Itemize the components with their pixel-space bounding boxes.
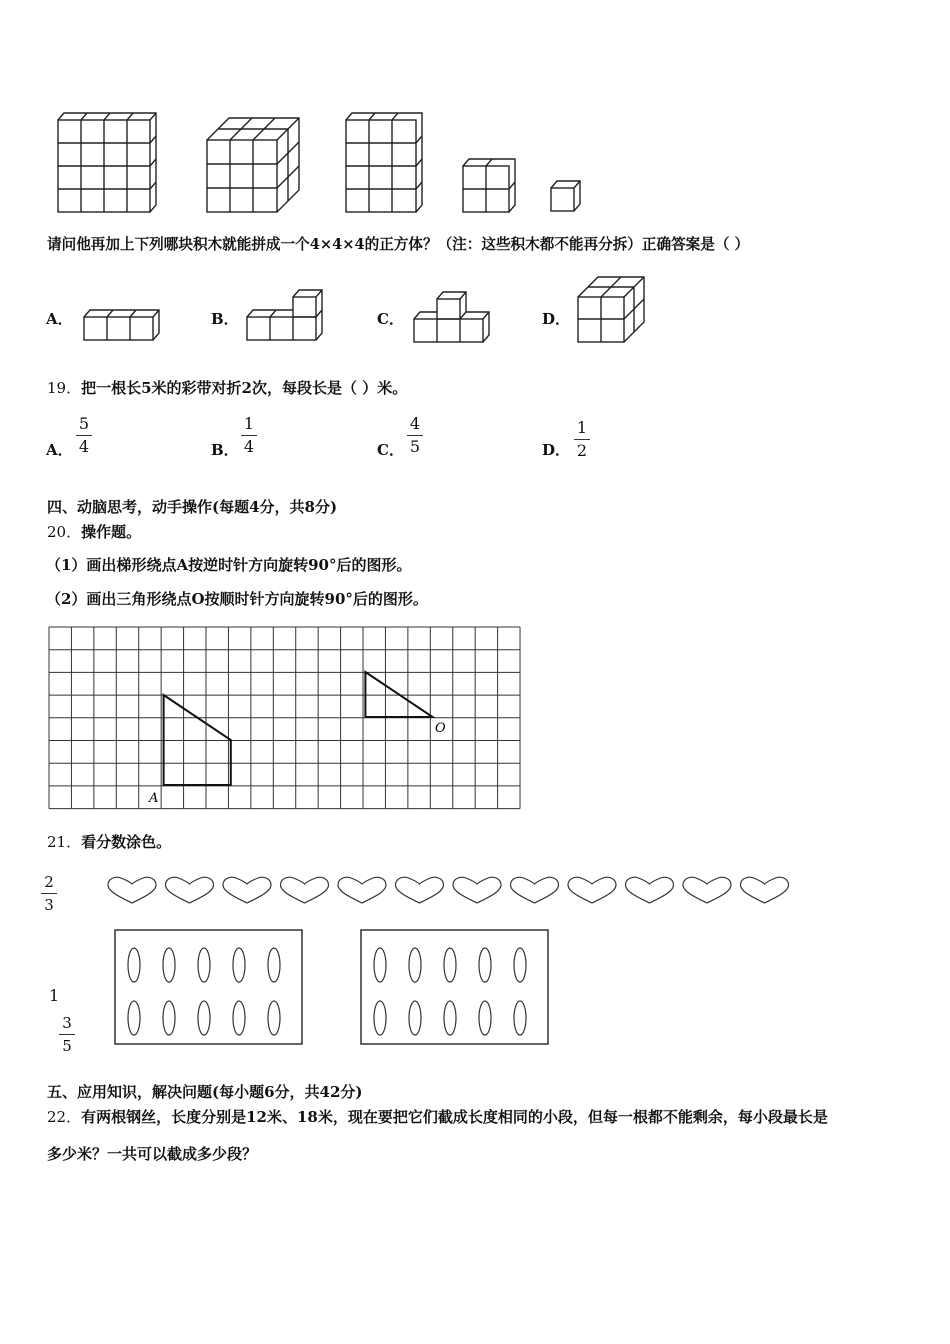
q18-option-c-blocks[interactable] <box>412 290 488 346</box>
q19-question-line <box>47 378 407 398</box>
oval-shape[interactable] <box>198 1001 210 1035</box>
fraction-denominator: 3 <box>44 896 54 914</box>
q19-option-b-label: B． <box>211 441 239 459</box>
oval-shape[interactable] <box>409 948 421 982</box>
fraction-denominator: 5 <box>409 437 421 456</box>
q21-whole-number: 1 <box>49 986 60 1005</box>
oval-shape[interactable] <box>163 1001 175 1035</box>
point-o-label: O <box>435 721 446 736</box>
oval-shape[interactable] <box>444 1001 456 1035</box>
q19-number: 19． <box>47 379 82 397</box>
fraction-bar <box>407 435 423 436</box>
heart-shape[interactable] <box>626 877 674 903</box>
oval-shape[interactable] <box>514 948 526 982</box>
q21-number: 21． <box>47 833 82 851</box>
oval-shape[interactable] <box>374 948 386 982</box>
q20-sub2: （2）画出三角形绕点O按顺时针方向旋转90°后的图形。 <box>46 590 428 608</box>
heart-shape[interactable] <box>453 877 501 903</box>
fraction-bar <box>574 439 590 440</box>
oval-shape[interactable] <box>374 1001 386 1035</box>
oval-shape[interactable] <box>233 948 245 982</box>
q20-title: 操作题。 <box>81 523 142 541</box>
q19-option-c-fraction[interactable] <box>405 414 425 457</box>
q22-line1 <box>47 1107 828 1127</box>
fraction-numerator: 2 <box>44 873 54 891</box>
q22-number: 22． <box>47 1108 82 1126</box>
q19-option-d-label: D． <box>542 441 571 459</box>
section4-title: 四、动脑思考，动手操作(每题4分，共8分) <box>47 498 338 516</box>
fraction-numerator: 5 <box>78 414 90 433</box>
section5-title: 五、应用知识，解决问题(每小题6分，共42分) <box>47 1083 363 1101</box>
oval-shape[interactable] <box>128 948 140 982</box>
fraction-denominator: 5 <box>62 1037 72 1055</box>
q18-option-d-label: D． <box>542 310 571 328</box>
q18-option-c-label: C． <box>377 310 404 328</box>
q20-number: 20． <box>47 523 82 541</box>
fraction-numerator: 3 <box>62 1014 72 1032</box>
oval-shape[interactable] <box>128 1001 140 1035</box>
oval-box-border <box>361 930 548 1044</box>
q18-option-b-label: B． <box>211 310 239 328</box>
fraction-denominator: 4 <box>78 437 90 456</box>
cube-figure-5 <box>549 179 585 215</box>
q18-option-a-blocks[interactable] <box>82 308 158 344</box>
q19-option-b-fraction[interactable] <box>239 414 259 457</box>
heart-shape[interactable] <box>223 877 271 903</box>
fraction-bar <box>59 1034 75 1035</box>
cube-figure-4 <box>461 156 521 216</box>
fraction-denominator: 2 <box>576 441 588 460</box>
q22-text-line1: 有两根钢丝，长度分别是12米、18米，现在要把它们截成长度相同的小段，但每一根都不能剩余，每小段最长是 <box>81 1108 828 1126</box>
heart-shape[interactable] <box>511 877 559 903</box>
oval-shape[interactable] <box>233 1001 245 1035</box>
q19-option-d-fraction[interactable] <box>572 418 592 461</box>
oval-box-border <box>115 930 302 1044</box>
point-a-label: A <box>149 791 159 806</box>
q20-sub1: （1）画出梯形绕点A按逆时针方向旋转90°后的图形。 <box>46 556 412 574</box>
fraction-numerator: 1 <box>576 418 588 437</box>
cube-figure-2 <box>205 115 305 215</box>
q18-option-b-blocks[interactable] <box>245 288 321 344</box>
fraction-bar <box>76 435 92 436</box>
q19-option-a-label: A． <box>46 441 73 459</box>
oval-shape[interactable] <box>514 1001 526 1035</box>
q22-text-line2: 多少米？一共可以截成多少段？ <box>47 1145 258 1163</box>
q20-title-line <box>47 522 141 542</box>
drawing-grid[interactable] <box>48 626 526 810</box>
fraction-denominator: 4 <box>243 437 255 456</box>
oval-shape[interactable] <box>479 948 491 982</box>
heart-shape[interactable] <box>741 877 789 903</box>
heart-shape[interactable] <box>281 877 329 903</box>
heart-shape[interactable] <box>108 877 156 903</box>
q18-option-a-label: A． <box>46 310 73 328</box>
q19-option-c-label: C． <box>377 441 404 459</box>
oval-shape[interactable] <box>444 948 456 982</box>
q21-hearts-fraction <box>39 872 59 915</box>
oval-shape[interactable] <box>268 1001 280 1035</box>
cube-figure-3 <box>344 110 429 215</box>
heart-shape[interactable] <box>568 877 616 903</box>
q18-question: 请问他再加上下列哪块积木就能拼成一个4×4×4的正方体？（注：这些积木都不能再分拆）正确答案是（ ） <box>47 236 750 253</box>
q18-option-d-blocks[interactable] <box>576 274 648 346</box>
oval-shape[interactable] <box>268 948 280 982</box>
q19-option-a-fraction[interactable] <box>74 414 94 457</box>
oval-shape[interactable] <box>409 1001 421 1035</box>
hearts-row <box>106 876 790 906</box>
fraction-numerator: 4 <box>409 414 421 433</box>
heart-shape[interactable] <box>166 877 214 903</box>
q19-question: 把一根长5米的彩带对折2次，每段长是（ ）米。 <box>81 379 408 397</box>
heart-shape[interactable] <box>396 877 444 903</box>
triangle-shape <box>365 672 432 717</box>
cube-figure-1 <box>56 110 161 215</box>
q21-ovals-fraction <box>57 1013 77 1056</box>
oval-box-right <box>360 929 550 1047</box>
heart-shape[interactable] <box>338 877 386 903</box>
heart-shape[interactable] <box>683 877 731 903</box>
fraction-bar <box>241 435 257 436</box>
q21-title: 看分数涂色。 <box>81 833 172 851</box>
oval-shape[interactable] <box>198 948 210 982</box>
fraction-numerator: 1 <box>243 414 255 433</box>
oval-shape[interactable] <box>163 948 175 982</box>
oval-box-left <box>114 929 304 1047</box>
fraction-bar <box>41 893 57 894</box>
q21-title-line <box>47 832 171 852</box>
oval-shape[interactable] <box>479 1001 491 1035</box>
